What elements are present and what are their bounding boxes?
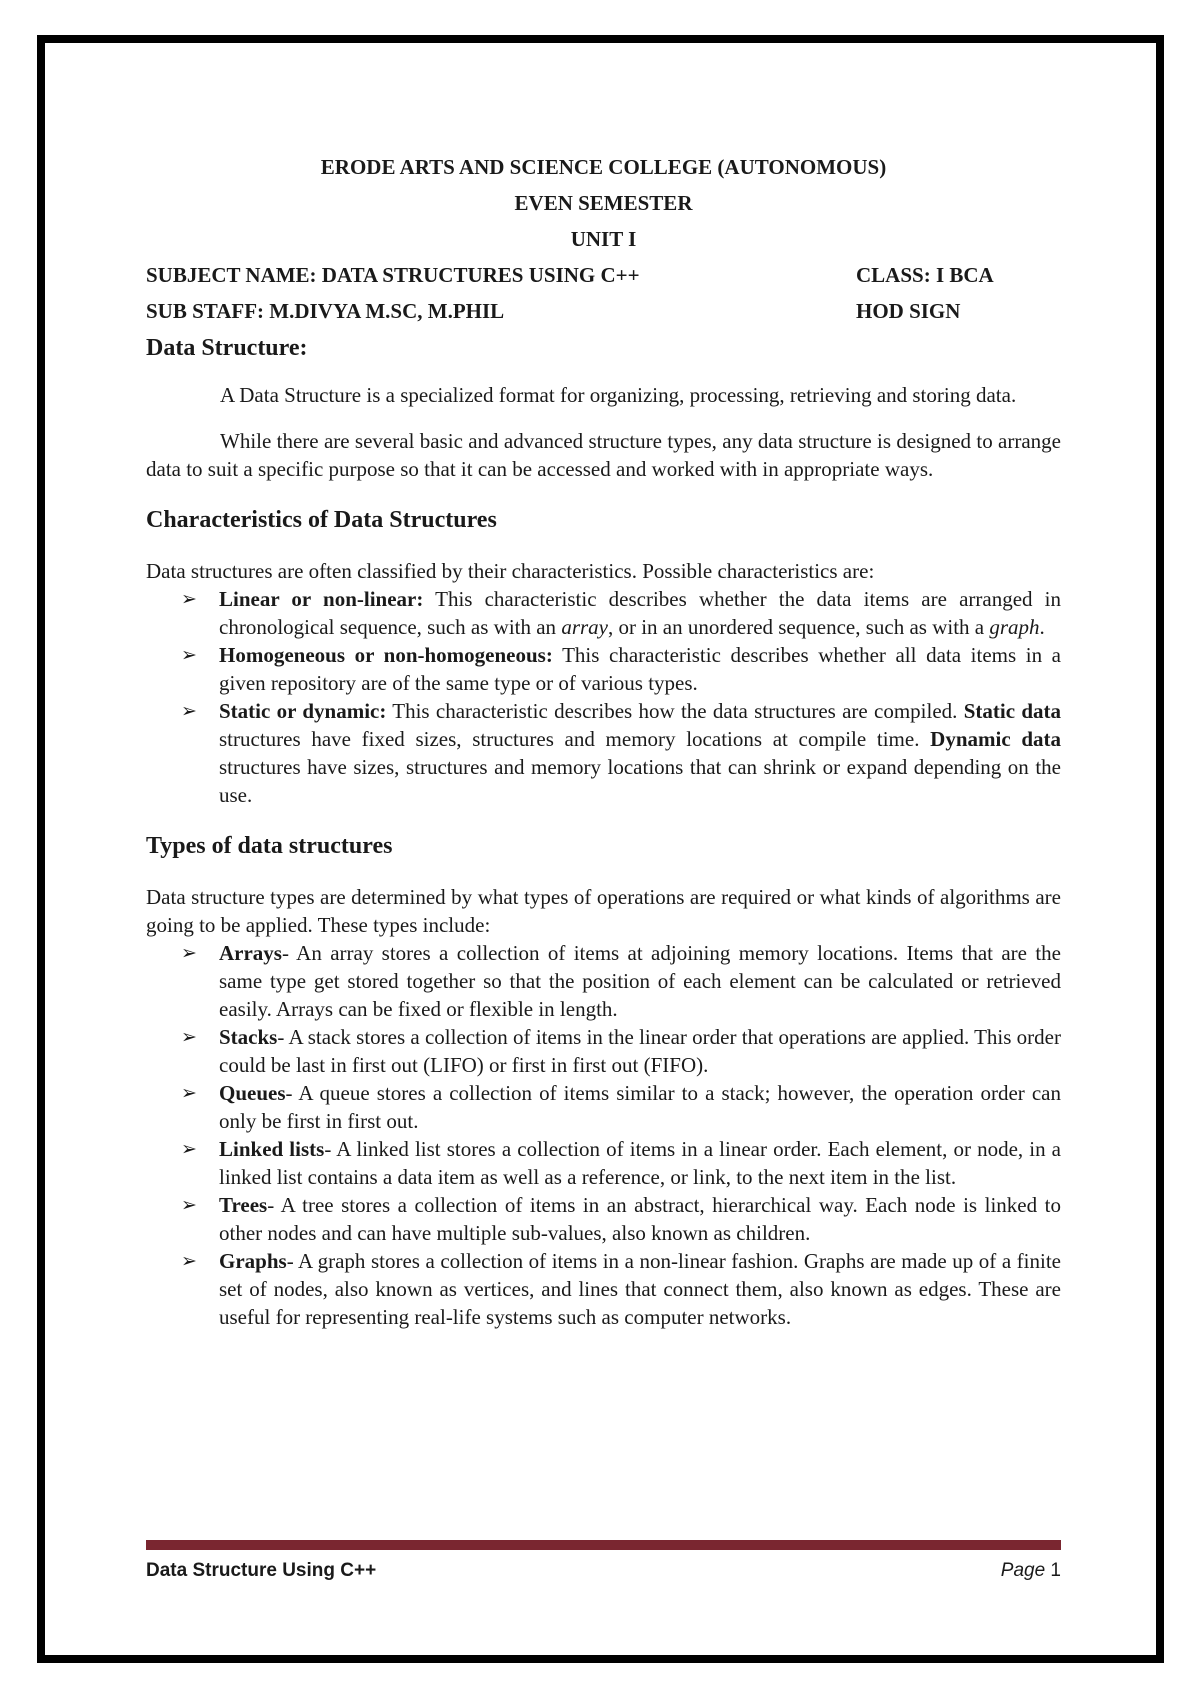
- heading-characteristics: Characteristics of Data Structures: [146, 507, 497, 533]
- types-intro: Data structure types are determined by what types of operations are required or what kinds of algorithms are going to be applied. These types include:: [146, 885, 1061, 937]
- college-name: ERODE ARTS AND SCIENCE COLLEGE (AUTONOMOUS): [320, 155, 887, 179]
- item-text: .: [1039, 615, 1045, 639]
- list-item: [146, 1023, 1061, 1079]
- item-emphasis: array: [561, 615, 608, 639]
- page-label: Page: [1000, 1560, 1046, 1581]
- arrow-bullet-icon: ➢: [181, 1082, 197, 1104]
- subject-name: SUBJECT NAME: DATA STRUCTURES USING C++: [146, 263, 640, 287]
- item-text: - A stack stores a collection of items in the linear order that operations are applied. This order could be last in first out (LIFO) or first in first out (FIFO).: [219, 1025, 1061, 1077]
- staff-row: [146, 293, 1061, 329]
- list-item: [146, 697, 1061, 809]
- item-text: This characteristic describes whether the data items are arranged in chronological sequence, such as with an: [219, 587, 1061, 639]
- item-text: - An array stores a collection of items at adjoining memory locations. Items that are the same type get stored together so that the position of each element can be calculated or retrieved easily. Arrays can be fixed or flexible in length.: [219, 941, 1061, 1021]
- arrow-bullet-icon: ➢: [181, 1194, 197, 1216]
- item-term: Trees: [219, 1193, 268, 1217]
- arrow-bullet-icon: ➢: [181, 1138, 197, 1160]
- item-term: Graphs: [219, 1249, 287, 1273]
- footer-rule: [146, 1540, 1061, 1550]
- item-term: Stacks: [219, 1025, 278, 1049]
- list-item: [146, 1191, 1061, 1247]
- page-footer: [146, 1560, 1061, 1582]
- hod-sign: HOD SIGN: [856, 299, 961, 323]
- item-term: Static or dynamic:: [219, 699, 387, 723]
- arrow-bullet-icon: ➢: [181, 700, 197, 722]
- heading-data-structure: Data Structure:: [146, 335, 308, 361]
- list-item: [146, 585, 1061, 641]
- heading-types: Types of data structures: [146, 833, 393, 859]
- item-term: Homogeneous or non-homogeneous:: [219, 643, 553, 667]
- arrow-bullet-icon: ➢: [181, 942, 197, 964]
- class-label: CLASS: I BCA: [856, 263, 994, 287]
- characteristics-intro: Data structures are often classified by their characteristics. Possible characteristics are:: [146, 559, 875, 583]
- item-text: This characteristic describes how the data structures are compiled.: [386, 699, 964, 723]
- item-text: - A queue stores a collection of items similar to a stack; however, the operation order can only be first in first out.: [219, 1081, 1061, 1133]
- item-bold: Dynamic data: [930, 727, 1062, 751]
- definition-paragraph: A Data Structure is a specialized format for organizing, processing, retrieving and storing data.: [220, 383, 1017, 407]
- footer-title: Data Structure Using C++: [146, 1560, 377, 1581]
- characteristics-list: [146, 585, 1061, 809]
- types-list: [146, 939, 1061, 1331]
- subject-row: [146, 257, 1061, 293]
- item-text: structures have fixed sizes, structures and memory locations at compile time.: [219, 727, 931, 751]
- arrow-bullet-icon: ➢: [181, 588, 197, 610]
- arrow-bullet-icon: ➢: [181, 1026, 197, 1048]
- document-body: [146, 149, 1061, 1331]
- item-term: Arrays: [219, 941, 282, 965]
- list-item: [146, 1247, 1061, 1331]
- item-text: - A tree stores a collection of items in an abstract, hierarchical way. Each node is linked to other nodes and can have multiple sub-values, also known as children.: [219, 1193, 1061, 1245]
- item-text: , or in an unordered sequence, such as with a: [607, 615, 990, 639]
- item-emphasis: graph: [989, 615, 1040, 639]
- item-text: - A linked list stores a collection of items in a linear order. Each element, or node, in a linked list contains a data item as well as a reference, or link, to the next item in the list.: [219, 1137, 1061, 1189]
- item-bold: Static data: [963, 699, 1062, 723]
- list-item: [146, 1079, 1061, 1135]
- item-text: structures have sizes, structures and memory locations that can shrink or expand depending on the use.: [219, 755, 1061, 807]
- staff-name: SUB STAFF: M.DIVYA M.SC, M.PHIL: [146, 299, 505, 323]
- item-term: Linear or non-linear:: [219, 587, 424, 611]
- item-text: - A graph stores a collection of items in a non-linear fashion. Graphs are made up of a finite set of nodes, also known as vertices, and lines that connect them, also known as edges. These are useful for representing real-life systems such as computer networks.: [219, 1249, 1061, 1329]
- list-item: [146, 641, 1061, 697]
- item-text: This characteristic describes whether all data items in a given repository are of the same type or of various types.: [219, 643, 1062, 695]
- arrow-bullet-icon: ➢: [181, 1250, 197, 1272]
- list-item: [146, 939, 1061, 1023]
- arrow-bullet-icon: ➢: [181, 644, 197, 666]
- semester: EVEN SEMESTER: [514, 191, 693, 215]
- page-number: [1001, 1560, 1061, 1582]
- item-term: Queues: [219, 1081, 286, 1105]
- purpose-paragraph: While there are several basic and advanced structure types, any data structure is designed to arrange data to suit a specific purpose so that it can be accessed and worked with in appropriate ways.: [146, 429, 1061, 481]
- list-item: [146, 1135, 1061, 1191]
- page-number-value: 1: [1050, 1560, 1061, 1581]
- unit-title: UNIT I: [570, 227, 637, 251]
- item-term: Linked lists: [219, 1137, 325, 1161]
